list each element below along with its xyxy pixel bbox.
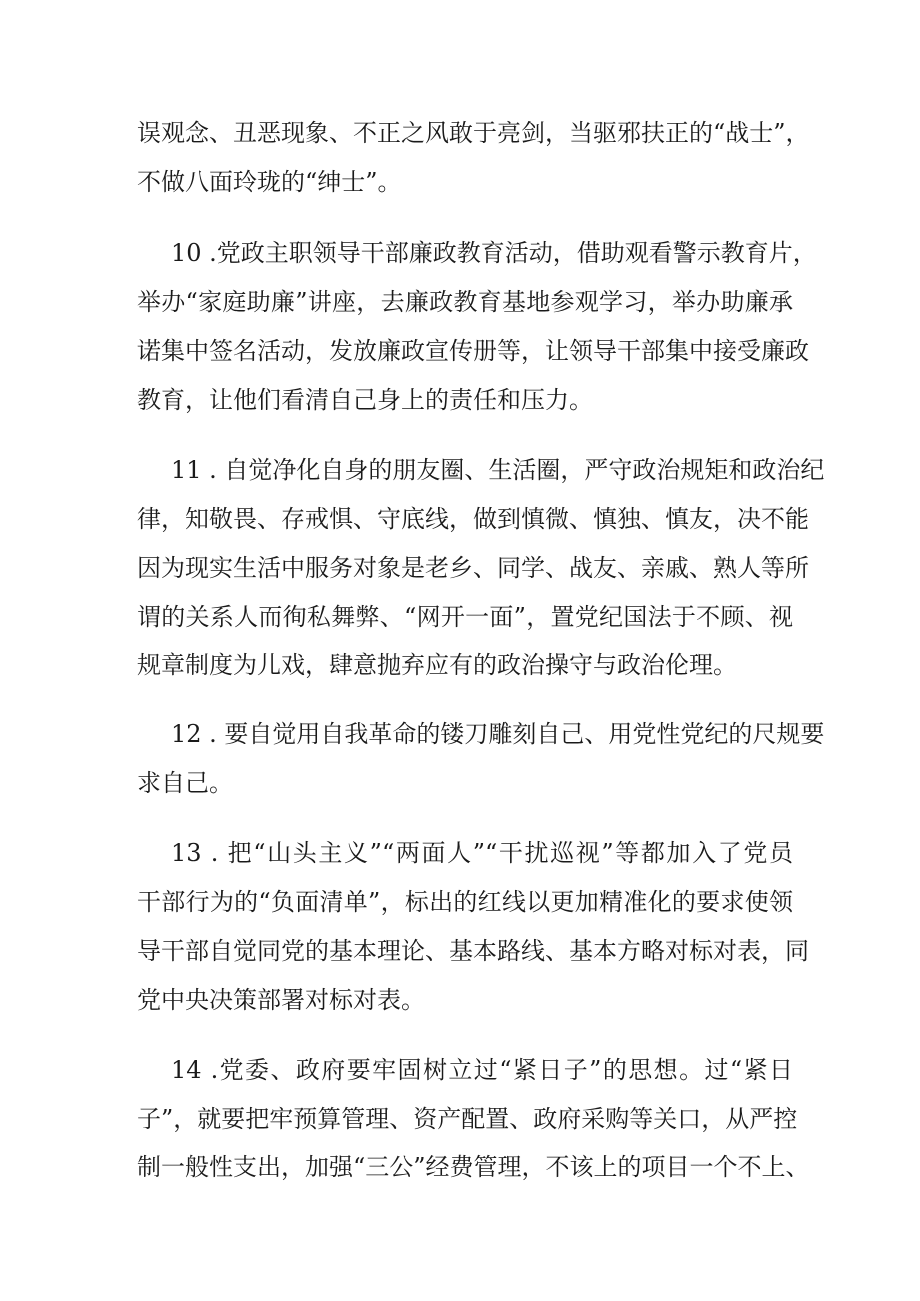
paragraph-line: 11 . 自觉净化自身的朋友圈、生活圈，严守政治规矩和政治纪 (171, 456, 825, 484)
paragraph-line: 因为现实生活中服务对象是老乡、同学、战友、亲戚、熟人等所 (137, 554, 809, 582)
paragraph-line: 13 . 把“山头主义”“两面人”“干扰巡视”等都加入了党员 (171, 839, 793, 867)
paragraph-line: 导干部自觉同党的基本理论、基本路线、基本方略对标对表，同 (137, 937, 809, 965)
paragraph-line: 举办“家庭助廉”讲座，去廉政教育基地参观学习，举办助廉承 (137, 288, 793, 316)
paragraph-line: 求自己。 (137, 769, 233, 797)
paragraph-line: 谓的关系人而徇私舞弊、“网开一面”，置党纪国法于不顾、视 (137, 603, 793, 631)
paragraph-line: 误观念、丑恶现象、不正之风敢于亮剑，当驱邪扶正的“战士”， (137, 119, 810, 147)
paragraph-line: 教育，让他们看清自己身上的责任和压力。 (137, 386, 593, 414)
paragraph-line: 12 . 要自觉用自我革命的镂刀雕刻自己、用党性党纪的尺规要 (171, 720, 825, 748)
paragraph-line: 子”，就要把牢预算管理、资产配置、政府采购等关口，从严控 (137, 1105, 798, 1133)
paragraph-line: 干部行为的“负面清单”，标出的红线以更加精准化的要求使领 (137, 888, 793, 916)
paragraph-line: 律，知敬畏、存戒惧、守底线，做到慎微、慎独、慎友，决不能 (137, 505, 809, 533)
paragraph-line: 14 .党委、政府要牢固树立过“紧日子”的思想。过“紧日 (171, 1056, 793, 1084)
paragraph-line: 10 .党政主职领导干部廉政教育活动，借助观看警示教育片， (171, 239, 817, 267)
paragraph-line: 规章制度为儿戏，肆意抛弃应有的政治操守与政治伦理。 (137, 651, 737, 679)
paragraph-line: 不做八面玲珑的“绅士”。 (137, 168, 402, 196)
paragraph-line: 制一般性支出，加强“三公”经费管理，不该上的项目一个不上、 (137, 1153, 810, 1181)
paragraph-line: 诺集中签名活动，发放廉政宣传册等，让领导干部集中接受廉政 (137, 337, 809, 365)
paragraph-line: 党中央决策部署对标对表。 (137, 986, 425, 1014)
